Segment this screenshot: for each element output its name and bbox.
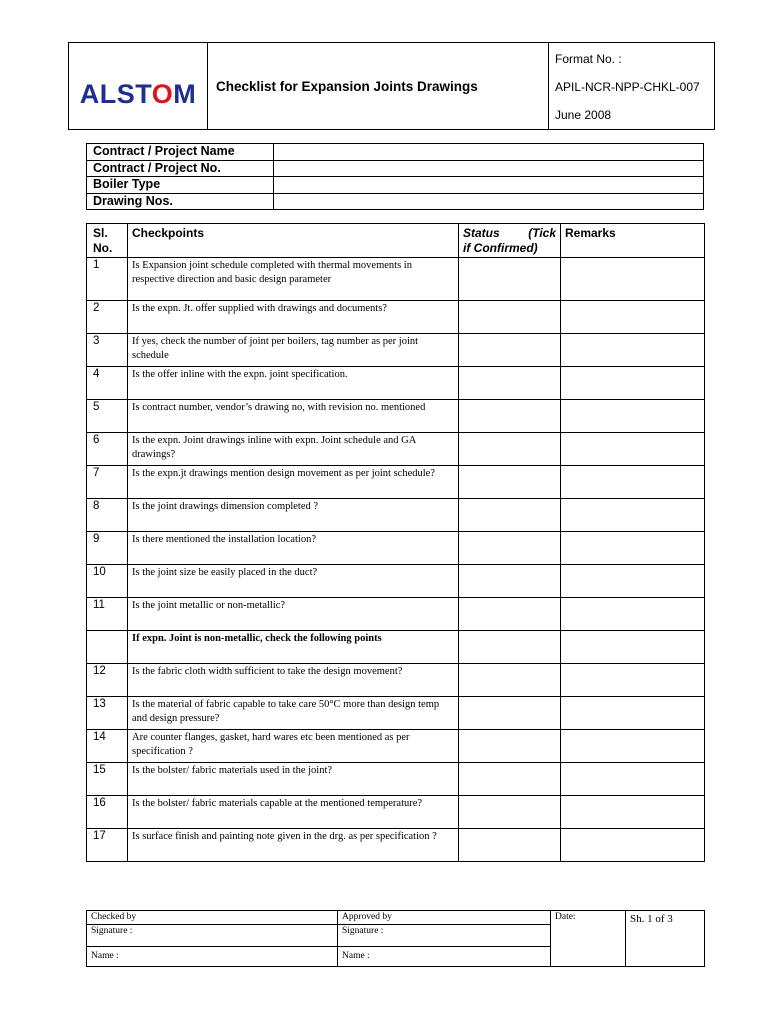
- status-cell[interactable]: [459, 367, 561, 400]
- status-cell[interactable]: [459, 664, 561, 697]
- row-number: 13: [87, 697, 128, 730]
- remarks-cell[interactable]: [561, 664, 705, 697]
- format-label: Format No. :: [555, 52, 622, 66]
- logo-cell: [69, 43, 208, 130]
- alstom-logo: ALSTOM: [79, 78, 197, 109]
- checklist-row: [87, 598, 705, 631]
- remarks-cell[interactable]: [561, 631, 705, 664]
- checkpoint-text: Is Expansion joint schedule completed with thermal movements in respective direction and basic design parameter: [128, 258, 459, 301]
- row-number: 7: [87, 466, 128, 499]
- remarks-cell[interactable]: [561, 598, 705, 631]
- sl-no-header: Sl. No.: [87, 224, 128, 258]
- checkpoint-text: Is the expn. Joint drawings inline with expn. Joint schedule and GA drawings?: [128, 433, 459, 466]
- checkpoint-text: Is the joint metallic or non-metallic?: [128, 598, 459, 631]
- remarks-cell[interactable]: [561, 697, 705, 730]
- row-number: 3: [87, 334, 128, 367]
- row-number: 9: [87, 532, 128, 565]
- checkpoint-text: Is the bolster/ fabric materials capable at the mentioned temperature?: [128, 796, 459, 829]
- checklist-row: [87, 664, 705, 697]
- checkpoint-text: Is the fabric cloth width sufficient to take the design movement?: [128, 664, 459, 697]
- checkpoint-text: Is the material of fabric capable to take care 50°C more than design temp and design pressure?: [128, 697, 459, 730]
- date-cell[interactable]: Date:: [551, 911, 626, 967]
- remarks-cell[interactable]: [561, 565, 705, 598]
- status-cell[interactable]: [459, 763, 561, 796]
- row-number: 10: [87, 565, 128, 598]
- row-number: 16: [87, 796, 128, 829]
- remarks-cell[interactable]: [561, 499, 705, 532]
- row-number: 4: [87, 367, 128, 400]
- row-number: 17: [87, 829, 128, 862]
- row-number: 5: [87, 400, 128, 433]
- status-cell[interactable]: [459, 466, 561, 499]
- document-title: Checklist for Expansion Joints Drawings: [216, 78, 478, 94]
- status-cell[interactable]: [459, 532, 561, 565]
- name-approved[interactable]: Name :: [338, 947, 551, 967]
- checkpoint-text: Is the joint drawings dimension completed ?: [128, 499, 459, 532]
- status-cell[interactable]: [459, 499, 561, 532]
- contract-no-value[interactable]: [274, 160, 704, 177]
- checklist-row: [87, 433, 705, 466]
- status-cell[interactable]: [459, 258, 561, 301]
- row-number: 12: [87, 664, 128, 697]
- checkpoint-text: Is the expn. Jt. offer supplied with drawings and documents?: [128, 301, 459, 334]
- remarks-cell[interactable]: [561, 258, 705, 301]
- drawing-nos-value[interactable]: [274, 193, 704, 210]
- format-cell: [549, 43, 715, 130]
- checkpoint-text: Is contract number, vendor’s drawing no, with revision no. mentioned: [128, 400, 459, 433]
- checkpoint-text: Is the expn.jt drawings mention design movement as per joint schedule?: [128, 466, 459, 499]
- checklist-row: [87, 730, 705, 763]
- checklist-row: [87, 499, 705, 532]
- row-number: 1: [87, 258, 128, 301]
- sheet-number: Sh. 1 of 3: [626, 911, 705, 967]
- checklist-row: [87, 697, 705, 730]
- checklist-row: [87, 334, 705, 367]
- status-cell[interactable]: [459, 598, 561, 631]
- format-date: June 2008: [555, 108, 612, 122]
- checked-by-label: Checked by: [87, 911, 338, 925]
- format-number: APIL-NCR-NPP-CHKL-007: [555, 80, 700, 94]
- status-cell[interactable]: [459, 334, 561, 367]
- signature-approved[interactable]: Signature :: [338, 925, 551, 947]
- contract-name-value[interactable]: [274, 144, 704, 161]
- status-cell[interactable]: [459, 631, 561, 664]
- checklist-header-row: [87, 224, 705, 258]
- checkpoint-text: Is surface finish and painting note given in the drg. as per specification ?: [128, 829, 459, 862]
- checklist-row: [87, 367, 705, 400]
- status-header: Status (Tick if Confirmed): [459, 224, 561, 258]
- row-number: 6: [87, 433, 128, 466]
- checkpoint-text: Is the joint size be easily placed in the duct?: [128, 565, 459, 598]
- status-cell[interactable]: [459, 796, 561, 829]
- row-number: 8: [87, 499, 128, 532]
- checkpoint-text: If expn. Joint is non-metallic, check the following points: [128, 631, 459, 664]
- checklist-row: [87, 258, 705, 301]
- approved-by-label: Approved by: [338, 911, 551, 925]
- row-number: 15: [87, 763, 128, 796]
- remarks-cell[interactable]: [561, 829, 705, 862]
- row-number: 14: [87, 730, 128, 763]
- remarks-cell[interactable]: [561, 466, 705, 499]
- checkpoint-text: Is the bolster/ fabric materials used in the joint?: [128, 763, 459, 796]
- status-cell[interactable]: [459, 433, 561, 466]
- project-info-table: [86, 143, 704, 210]
- checklist-row: [87, 829, 705, 862]
- title-cell: [208, 43, 549, 130]
- checklist-row: [87, 763, 705, 796]
- contract-no-label: Contract / Project No.: [87, 160, 274, 177]
- row-number: [87, 631, 128, 664]
- status-cell[interactable]: [459, 730, 561, 763]
- name-checked[interactable]: Name :: [87, 947, 338, 967]
- checkpoint-text: If yes, check the number of joint per boilers, tag number as per joint schedule: [128, 334, 459, 367]
- contract-name-label: Contract / Project Name: [87, 144, 274, 161]
- checkpoint-text: Is there mentioned the installation location?: [128, 532, 459, 565]
- checklist-row: [87, 466, 705, 499]
- status-cell[interactable]: [459, 829, 561, 862]
- status-cell[interactable]: [459, 400, 561, 433]
- signoff-table: [86, 910, 705, 967]
- remarks-header: Remarks: [561, 224, 705, 258]
- checklist-row: [87, 796, 705, 829]
- row-number: 2: [87, 301, 128, 334]
- remarks-cell[interactable]: [561, 532, 705, 565]
- remarks-cell[interactable]: [561, 763, 705, 796]
- remarks-cell[interactable]: [561, 301, 705, 334]
- row-number: 11: [87, 598, 128, 631]
- remarks-cell[interactable]: [561, 367, 705, 400]
- checklist-row: [87, 400, 705, 433]
- checkpoints-header: Checkpoints: [128, 224, 459, 258]
- signature-checked[interactable]: Signature :: [87, 925, 338, 947]
- remarks-cell[interactable]: [561, 400, 705, 433]
- remarks-cell[interactable]: [561, 334, 705, 367]
- checklist-row: [87, 301, 705, 334]
- checkpoint-text: Are counter flanges, gasket, hard wares etc been mentioned as per specification ?: [128, 730, 459, 763]
- checkpoint-text: Is the offer inline with the expn. joint specification.: [128, 367, 459, 400]
- status-cell[interactable]: [459, 697, 561, 730]
- remarks-cell[interactable]: [561, 433, 705, 466]
- boiler-type-value[interactable]: [274, 177, 704, 194]
- document-header: [68, 42, 715, 130]
- remarks-cell[interactable]: [561, 796, 705, 829]
- checklist-subheading-row: [87, 631, 705, 664]
- status-cell[interactable]: [459, 565, 561, 598]
- checklist-table: [86, 223, 705, 862]
- status-cell[interactable]: [459, 301, 561, 334]
- checklist-row: [87, 532, 705, 565]
- remarks-cell[interactable]: [561, 730, 705, 763]
- drawing-nos-label: Drawing Nos.: [87, 193, 274, 210]
- checklist-row: [87, 565, 705, 598]
- boiler-type-label: Boiler Type: [87, 177, 274, 194]
